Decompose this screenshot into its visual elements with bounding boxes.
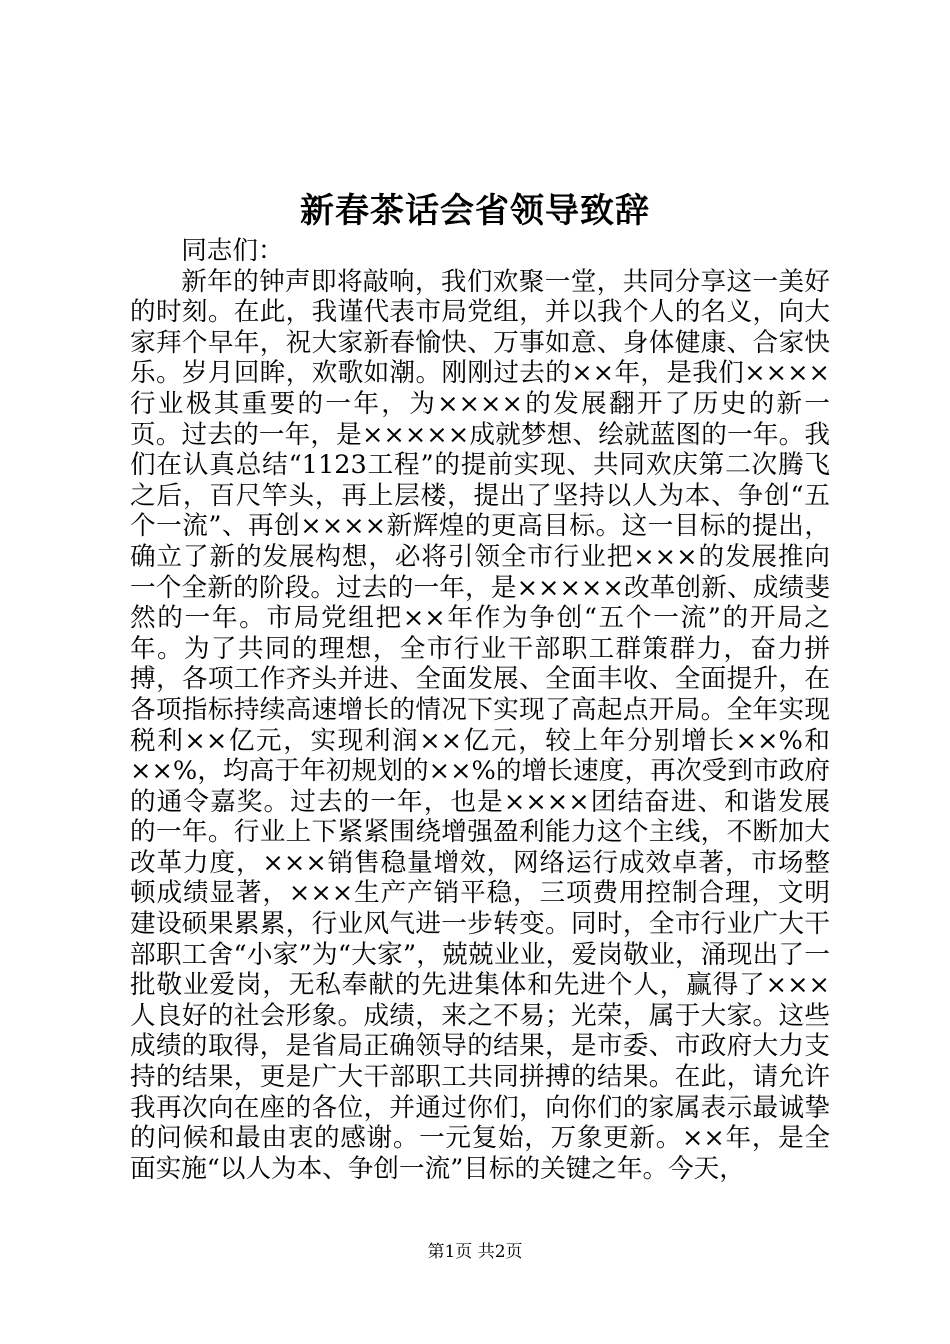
- body-paragraph: 新年的钟声即将敲响，我们欢聚一堂，共同分享这一美好的时刻。在此，我谨代表市局党组，并以我个人的名义，向大家拜个早年，祝大家新春愉快、万事如意、身体健康、合家快乐。岁月回眸，欢歌如潮。刚刚过去的××年，是我们××××行业极其重要的一年，为××××的发展翻开了历史的新一页。过去的一年，是×××××成就梦想、绘就蓝图的一年。我们在认真总结“1123工程”的提前实现、共同欢庆第二次腾飞之后，百尺竿头，再上层楼，提出了坚持以人为本、争创“五个一流”、再创××××新辉煌的更高目标。这一目标的提出，确立了新的发展构想，必将引领全市行业把×××的发展推向一个全新的阶段。过去的一年，是×××××改革创新、成绩斐然的一年。市局党组把××年作为争创“五个一流”的开局之年。为了共同的理想，全市行业干部职工群策群力，奋力拼搏，各项工作齐头并进、全面发展、全面丰收、全面提升，在各项指标持续高速增长的情况下实现了高起点开局。全年实现税利××亿元，实现利润××亿元，较上年分别增长××%和××%，均高于年初规划的××%的增长速度，再次受到市政府的通令嘉奖。过去的一年，也是××××团结奋进、和谐发展的一年。行业上下紧紧围绕增强盈利能力这个主线，不断加大改革力度，×××销售稳量增效，网络运行成效卓著，市场整顿成绩显著，×××生产产销平稳，三项费用控制合理，文明建设硕果累累，行业风气进一步转变。同时，全市行业广大干部职工舍“小家”为“大家”，兢兢业业，爱岗敬业，涌现出了一批敬业爱岗，无私奉献的先进集体和先进个人，赢得了×××人良好的社会形象。成绩，来之不易；光荣，属于大家。这些成绩的取得，是省局正确领导的结果，是市委、市政府大力支持的结果，更是广大干部职工共同拼搏的结果。在此，请允许我再次向在座的各位，并通过你们，向你们的家属表示最诚挚的问候和最由衷的感谢。一元复始，万象更新。××年，是全面实施“以人为本、争创一流”目标的关键之年。今天，: [130, 266, 830, 1184]
- document-title: 新春茶话会省领导致辞: [300, 191, 650, 231]
- page-number-footer: 第1页 共2页: [427, 1242, 523, 1262]
- document-body: [130, 236, 830, 1184]
- salutation: 同志们：: [181, 236, 284, 266]
